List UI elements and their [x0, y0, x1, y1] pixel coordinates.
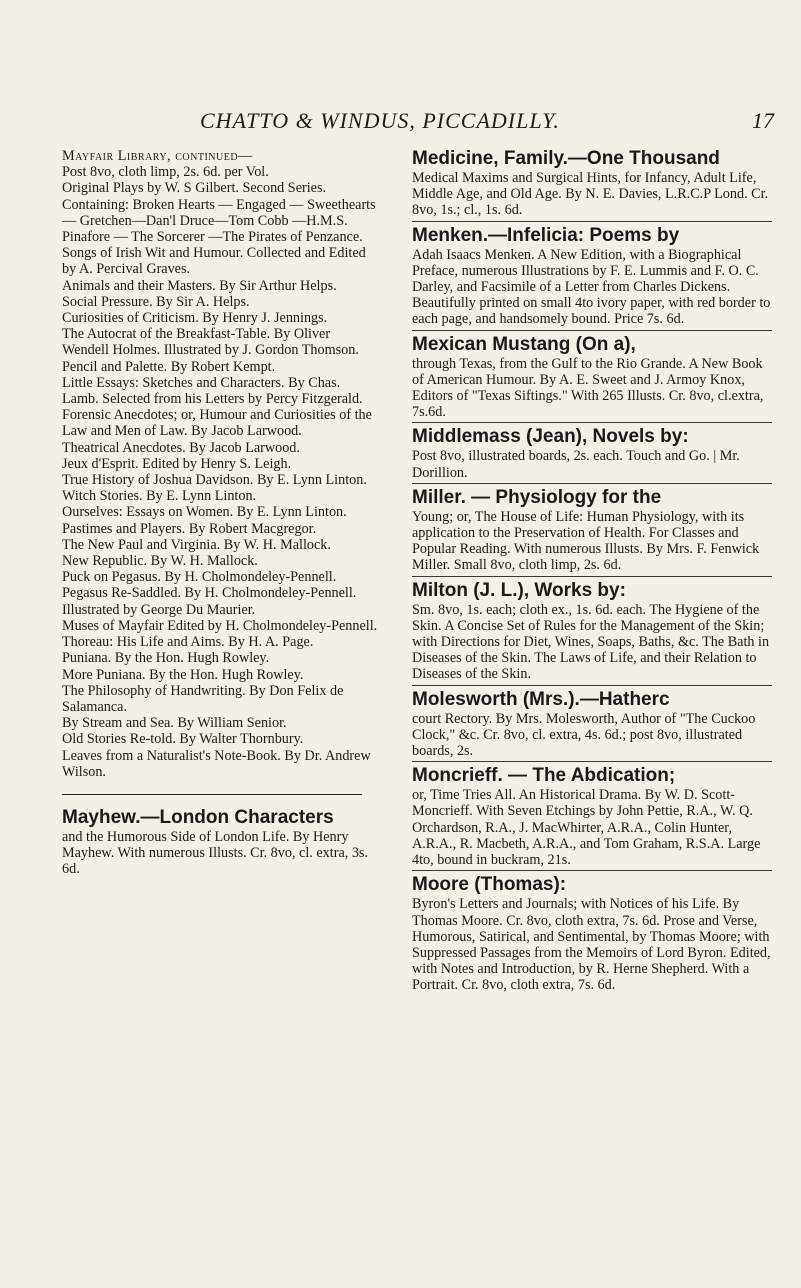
catalogue-entry	[412, 765, 772, 871]
entry-heading: Mayhew.—London Characters	[62, 806, 334, 828]
catalogue-entry: True History of Joshua Davidson. By E. Lynn Linton.	[62, 472, 367, 489]
catalogue-entry: The Philosophy of Handwriting. By Don Felix de Salamanca.	[62, 682, 344, 715]
divider	[62, 794, 362, 795]
catalogue-entry: Ourselves: Essays on Women. By E. Lynn Linton.	[62, 504, 347, 521]
entry-heading: Moncrieff. — The Abdication;	[412, 765, 676, 787]
right-column	[412, 148, 772, 999]
catalogue-entry: Social Pressure. By Sir A. Helps.	[62, 293, 250, 310]
entry-heading: Moore (Thomas):	[412, 874, 567, 896]
catalogue-entry	[412, 487, 772, 577]
entry-heading: Menken.—Infelicia: Poems by	[412, 224, 680, 246]
entry-body: court Rectory. By Mrs. Molesworth, Author of "The Cuckoo Clock," &c. Cr. 8vo, cl. extra, 4s. 6d.; post 8vo, illustrated boards, 2s.	[412, 710, 756, 760]
catalogue-entry: Pastimes and Players. By Robert Macgregor.	[62, 520, 317, 537]
catalogue-entry	[412, 580, 772, 686]
catalogue-entry: Pegasus Re-Saddled. By H. Cholmondeley-Pennell. Illustrated by George Du Maurier.	[62, 585, 357, 618]
entry-body: Adah Isaacs Menken. A New Edition, with a Biographical Preface, numerous Illustrations by F. E. Lummis and F. O. C. Darley, and Facsimile of a Letter from Charles Dickens. Beautifully printed on small 4to ivory paper, with red border to each page, and handsomely bound. Price 7s. 6d.	[412, 246, 771, 328]
catalogue-entry: More Puniana. By the Hon. Hugh Rowley.	[62, 666, 304, 683]
catalogue-entry: Puck on Pegasus. By H. Cholmondeley-Pennell.	[62, 569, 337, 586]
catalogue-entry: Forensic Anecdotes; or, Humour and Curiosities of the Law and Men of Law. By Jacob Larwood.	[62, 407, 372, 440]
page-number: 17	[752, 108, 774, 133]
entry-body: Sm. 8vo, 1s. each; cloth ex., 1s. 6d. each. The Hygiene of the Skin. A Concise Set of Rules for the Management of the Skin; with Directions for Diet, Wines, Soaps, Baths, &c. The Bath in Diseases of the Skin. The Laws of Life, and their Relation to Diseases of the Skin.	[412, 601, 770, 683]
catalogue-entry: Pencil and Palette. By Robert Kempt.	[62, 358, 276, 375]
catalogue-entry: and the Humorous Side of London Life. By Henry Mayhew. With numerous Illusts. Cr. 8vo, cl. extra, 3s. 6d.	[62, 828, 368, 878]
catalogue-entry: Curiosities of Criticism. By Henry J. Jennings.	[62, 310, 328, 327]
entry-body: Byron's Letters and Journals; with Notices of his Life. By Thomas Moore. Cr. 8vo, cloth extra, 7s. 6d. Prose and Verse, Humorous, Satirical, and Sentimental, by Thomas Moore; with Suppressed Passages from the Memoirs of Lord Byron. Edited, with Notes and Introduction, by R. Herne Shepherd. With a Portrait. Cr. 8vo, cloth extra, 7s. 6d.	[412, 896, 771, 994]
catalogue-entry: Animals and their Masters. By Sir Arthur Helps.	[62, 277, 337, 294]
running-header: CHATTO & WINDUS, PICCADILLY.	[200, 108, 560, 133]
catalogue-entry: By Stream and Sea. By William Senior.	[62, 715, 287, 732]
entry-heading: Milton (J. L.), Works by:	[412, 579, 626, 601]
catalogue-entry: Original Plays by W. S Gilbert. Second Series. Containing: Broken Hearts — Engaged — Sweethearts — Gretchen—Dan'l Druce—Tom Cobb —H.M.S. Pinafore — The Sorcerer —The Pirates of Penzance.	[62, 180, 376, 246]
entry-heading: Molesworth (Mrs.).—Hatherc	[412, 688, 670, 710]
catalogue-entry: Puniana. By the Hon. Hugh Rowley.	[62, 650, 270, 667]
catalogue-entry: Little Essays: Sketches and Characters. By Chas. Lamb. Selected from his Letters by Percy Fitzgerald.	[62, 374, 363, 408]
entry-heading: Medicine, Family.—One Thousand	[412, 148, 720, 169]
entry-body: or, Time Tries All. An Historical Drama. By W. D. Scott-Moncrieff. With Seven Etchings by John Pettie, R.A., W. Q. Orchardson, R.A., J. MacWhirter, A.R.A., Colin Hunter, A.R.A., R. Macbeth, A.R.A., and Tom Graham, R.S.A. Large 4to, bound in buckram, 21s.	[412, 787, 761, 869]
catalogue-entry: The Autocrat of the Breakfast-Table. By Oliver Wendell Holmes. Illustrated by J. Gordon Thomson.	[62, 326, 359, 359]
catalogue-entry: Witch Stories. By E. Lynn Linton.	[62, 488, 257, 505]
catalogue-entry: Old Stories Re-told. By Walter Thornbury.	[62, 731, 304, 748]
catalogue-entry: New Republic. By W. H. Mallock.	[62, 553, 258, 570]
entry-body: Medical Maxims and Surgical Hints, for Infancy, Adult Life, Middle Age, and Old Age. By N. E. Davies, L.R.C.P Lond. Cr. 8vo, 1s.; cl., 1s. 6d.	[412, 170, 769, 219]
catalogue-entry	[412, 426, 772, 483]
catalogue-entry	[412, 874, 772, 995]
catalogue-entry	[412, 334, 772, 424]
catalogue-entry: Theatrical Anecdotes. By Jacob Larwood.	[62, 439, 300, 456]
series-intro: Mayfair Library, continued—	[62, 148, 253, 164]
entry-body: Young; or, The House of Life: Human Physiology, with its application to the Preservation of Health. For Classes and Popular Reading. With numerous Illusts. By Mrs. F. Fenwick Miller. Small 8vo, cloth limp, 2s. 6d.	[412, 508, 760, 574]
catalogue-entry: Jeux d'Esprit. Edited by Henry S. Leigh.	[62, 455, 292, 472]
catalogue-entry	[412, 148, 772, 222]
catalogue-entry: Leaves from a Naturalist's Note-Book. By Dr. Andrew Wilson.	[62, 747, 371, 780]
entry-heading: Mexican Mustang (On a),	[412, 333, 636, 355]
entry-body: through Texas, from the Gulf to the Rio Grande. A New Book of American Humour. By A. E. Sweet and J. Armoy Knox, Editors of "Texas Siftings." With 265 Illusts. Cr. 8vo, cl.extra, 7s.6d.	[412, 355, 764, 421]
left-column	[62, 148, 380, 878]
entry-heading: Miller. — Physiology for the	[412, 486, 662, 508]
catalogue-entry: The New Paul and Virginia. By W. H. Mallock.	[62, 536, 331, 553]
entry-heading: Middlemass (Jean), Novels by:	[412, 426, 689, 448]
catalogue-entry: Muses of Mayfair Edited by H. Cholmondeley-Pennell.	[62, 617, 378, 634]
catalogue-entry: Thoreau: His Life and Aims. By H. A. Page.	[62, 634, 314, 651]
catalogue-entry: Songs of Irish Wit and Humour. Collected and Edited by A. Percival Graves.	[62, 245, 366, 278]
catalogue-entry	[412, 689, 772, 763]
catalogue-entry	[412, 225, 772, 331]
entry-body: Post 8vo, illustrated boards, 2s. each. Touch and Go. | Mr. Dorillion.	[412, 448, 740, 481]
catalogue-entry: Post 8vo, cloth limp, 2s. 6d. per Vol.	[62, 164, 269, 181]
